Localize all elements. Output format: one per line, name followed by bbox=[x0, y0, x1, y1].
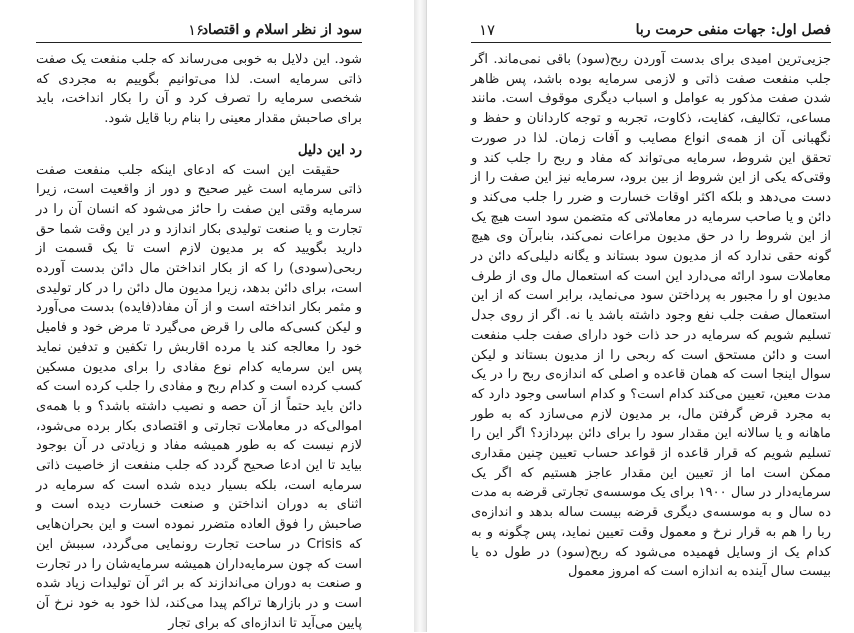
page-body bbox=[471, 50, 831, 582]
paragraph-text: حقیقت این است که ادعای اینکه جلب منفعت صفت ذاتی سرمایه است غیر صحیح و دور از واقعیت است، زیرا سرمایه وقتی این صفت را حائز می‌شود که انسان آن را در تجارت و یا صنعت تولیدی بکار اندازد و در این وقت شما حق دارید بگویید که بر مدیون لازم است تا یک قسمت از ربحی(سودی) را که از بکار انداختن مال دائن بدست آورده است، برای دائن بدهد، زیرا مدیون مال دائن را در کار تولیدی و مثمر بکار انداخته است و از آن مفاد(فایده) بدست می‌آورد و لیکن کسی‌که مالی را قرض می‌گیرد تا مرض خود و فامیل خود را معالجه کند یا مرده اقاربش را تکفین و تدفین نماید پس این سرمایه کدام نوع مفادی را برای مدیون مسکین کسب کرده است و کدام ربح و مفادی را جلب کرده است که دائن باید حتماً از آن حصه و نصیب داشته باشد؟ و با همه‌ی اموالی‌که در معاملات تجارتی و اقتصادی بکار برده می‌شود، لازم نیست که به طور همیشه مفاد و زیادتی در آن بوجود بیاید تا این ادعا صحیح گردد که جلب منفعت از خاصیت ذاتی سرمایه است، بلکه بسیار دیده شده است که سرمایه در اثنای به دوران انداختن و صنعت خسارت دیده است و صاحبش را فوق العاده متضرر نموده است و این بحران‌هایی که bbox=[36, 162, 362, 552]
book-gutter bbox=[414, 0, 426, 632]
latin-term: Crisis bbox=[306, 536, 343, 552]
page-number: ۱۷ bbox=[479, 21, 496, 39]
page-body bbox=[36, 50, 362, 633]
paragraph: شود. این دلایل به خوبی می‌رساند که جلب منفعت یک صفت ذاتی سرمایه است. لذا می‌توانیم بگوییم به مجردی که شخصی سرمایه را تصرف کرد و آن را بکار انداخت، باید برای صاحبش مقدار معینی را بنام ربا قایل شود. bbox=[36, 52, 362, 127]
paragraph: جزیی‌ترین امیدی برای بدست آوردن ربح(سود) باقی نمی‌ماند. اگر جلب منفعت صفت ذاتی و لازمی سرمایه بوده باشد، پس ظاهر شدن صفت مذکور به عوامل و اسباب دیگری موقوف است. مانند مساعی، تکالیف، کفایت، ذکاوت، تجربه و توجه کاردانان و حفظ و نگهبانی آن از همه‌ی انواع مصایب و آفات زمان. لذا در صورت تحقق این شروط، سرمایه می‌تواند که مفاد و ربح را جلب کند و وقتی‌که یکی از این شروط از بین برود، سرمایه نیز این صفت را از دست می‌دهد و بلکه اکثر اوقات خسارت و ضرر را جلب می‌کند و دائن و یا صاحب سرمایه در معاملاتی که متضمن سود است هیچ یک از این شروط را در حق مدیون مراعات نمی‌کند، بنابرآن وی هیچ گونه حقی ندارد که از مدیون سود بستاند و یگانه دلیلی‌که دائن در معاملات سود ارائه می‌دارد این است که استعمال مال وی از طرف مدیون او را مجبور به پرداختن سود می‌نماید، برابر است که از این استعمال صفت جلب نفع وجود داشته باشد یا نه. اگر از روی جدل تسلیم شویم که سرمایه در حد ذات خود دارای صفت جلب منفعت است و دائن مستحق است که ربحی را از مدیون بستاند و لیکن سوال اینجا است که همان قاعده و اصلی که اندازه‌ی ربح را در یک مدت معین، تعیین می‌کند کدام است؟ و کدام اساسی وجود دارد که به مجرد قرض گرفتن مال، بر مدیون لازم می‌سازد که به طور ماهانه و یا سالانه این مقدار سود را برای دائن بپردازد؟ اگر این را تسلیم شویم که قرار قاعده از قواعد حساب تعیین چنین مقداری ممکن است اما از تعیین این مقدار عاجز هستیم که اگر یک سرمایه‌دار در سال ۱۹۰۰ برای یک موسسه‌ی تجارتی قرضه به مدت ده سال و به موسسه‌ی دیگری قرضه بیست ساله بدهد و اندازه‌ی ربا را هم به قرار نرخ و معمول وقت تعیین نماید، پس چگونه و به کدام یک از وسایل فهمیده می‌شود که ربح(سود) در طول ده یا بیست سال آینده به اندازه است که امروز معمول bbox=[471, 52, 831, 580]
running-title: سود از نظر اسلام و اقتصاد bbox=[201, 22, 362, 38]
paragraph-text: در ساحت تجارت رونمایی می‌گردد، سببش این است که چون سرمایه‌داران همیشه سرمایه‌شان را در تجارت و صنعت به دوران می‌اندازند که بر اثر آن تولیدات زیاد شده است و در بازارها تراکم پیدا می‌کند، لذا خود به خود نرخ آن پایین می‌آید تا اندازه‌ای که برای تجار bbox=[36, 536, 362, 631]
paragraph bbox=[36, 161, 362, 633]
page-header bbox=[36, 18, 362, 43]
section-heading: رد این دلیل bbox=[297, 141, 362, 158]
page-header bbox=[471, 18, 831, 43]
right-page bbox=[426, 0, 854, 632]
left-page bbox=[0, 0, 414, 632]
page-number: ۱۶ bbox=[188, 21, 205, 39]
chapter-title: فصل اول: جهات منفی حرمت ربا bbox=[635, 22, 831, 38]
